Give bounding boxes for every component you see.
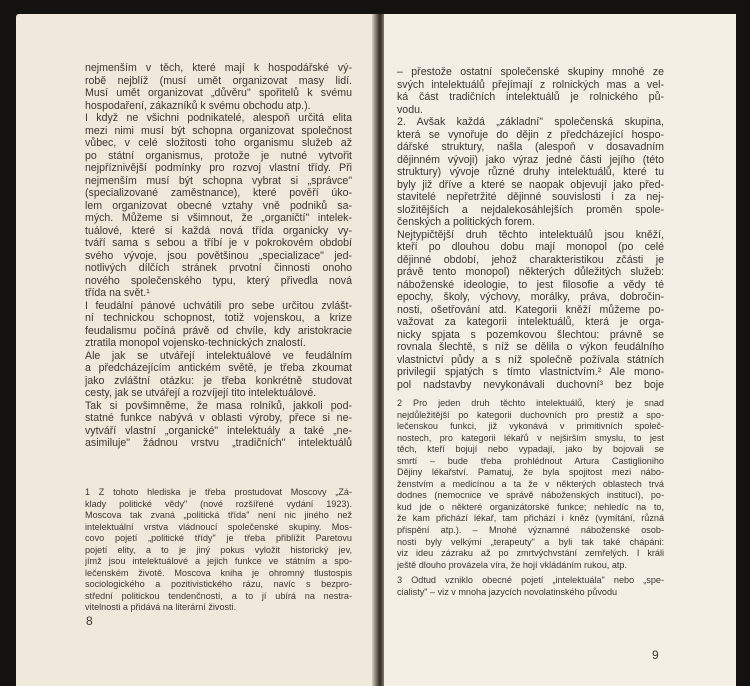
text-line: nového společenského typu, který přivedla nová <box>85 274 352 287</box>
text-line: Tak si povšimněme, že masa rolníků, jakkoli pod- <box>85 399 352 412</box>
text-line: klady politické vědy" (nové rozšířené vydání 1923). <box>85 498 352 509</box>
text-line: cialisty" – viz v mnoha jazycích novolatinského původu <box>397 586 618 597</box>
text-line: feudalismu počíná právě od chvíle, kdy aristokracie <box>85 324 352 337</box>
text-line: privilegií spjatých s tímto vlastnictvím.² Ale mono- <box>397 366 664 378</box>
text-line: cesty, jak se utvářejí a rozvíjejí tito intelektuálové. <box>85 387 317 399</box>
text-line: nicky spjata s pozemkovou šlechtou: právně se <box>397 328 664 341</box>
text-line: čenských a politických forem. <box>397 216 535 228</box>
text-line: stavitelé nepřetržité dějinné souvislosti i za nej- <box>397 191 664 203</box>
right-page <box>384 14 736 686</box>
text-line: dějinném vývoji) jako výraz jedné části jejího (této <box>397 153 664 166</box>
text-line: tváří sama s sebou a tříbí je v pokrokovém období <box>85 237 352 249</box>
text-line: lečenském životě. Moscova kniha je ohromný tlustospis <box>85 567 352 578</box>
text-line: (specializované zaměstnance), které pověří úko- <box>85 187 352 199</box>
text-line: kud jde o některé organizátorské funkce; nehledíc na to, <box>397 501 664 512</box>
text-line: lem organizovat obecné vztahy vně podniků sa- <box>85 199 352 212</box>
text-line: notlivých dílčích stránek prvotní činnosti onoho <box>85 262 352 274</box>
text-line: intelektuální vrstva vládnoucí společenské skupiny. Mos- <box>85 521 352 532</box>
text-line: 3 Odtud vzniklo obecné pojetí „intelektuála" nebo „spe- <box>397 575 664 586</box>
text-line: jímž jsou intelektuálové a jejich funkce ve státním a spo- <box>85 556 352 567</box>
text-line: mých. Můžeme si všimnout, že „organičtí" intelek- <box>85 212 352 224</box>
text-line: nejdůležitější po kategorii duchovních pro prestiž a spo- <box>397 409 664 420</box>
text-line: viz ideu zázraku až po zmrtvýchvstání zemřelých. I králi <box>397 548 664 559</box>
text-line: Musí umět organizovat „důvěru" spořitelů k svému <box>85 87 352 99</box>
text-line: struktury) vývoje různé druhy intelektuálů, které tu <box>397 166 664 178</box>
text-line: svého vývoje, jsou povětšinou „specializace" jed- <box>85 249 352 262</box>
right-footnotes <box>397 398 664 598</box>
text-line: že kam přichází lékař, tam přichází i kněz (vymítání, různá <box>397 513 664 524</box>
text-line: dějinné období, jehož charakteristikou zčásti je <box>397 253 664 266</box>
text-line: asimiluje" žádnou vrstvu „tradičních" intelektuálů <box>85 437 352 449</box>
text-line: a předcházejícím antickém světě, je třeba zkoumat <box>85 362 352 374</box>
text-line: po státní organismus, protože je nutné vytvořit <box>85 149 352 162</box>
text-line: rovnala šlechtě, s níž se dělila o výkon feudálního <box>397 341 664 353</box>
text-line: epochy, školy, výchovy, morálky, práva, dobročin- <box>397 291 664 303</box>
text-line: I feudální pánové uchvátili pro sebe určitou zvlášt- <box>85 299 352 312</box>
text-line: ještě dlouho provázela víra, že hojí vkládáním rukou, atp. <box>397 559 627 570</box>
text-line: byly již dříve a které se naopak objevují jako před- <box>397 178 664 191</box>
left-main-text <box>85 62 352 450</box>
text-line: ká část tradičních intelektuálů je rolnického pů- <box>397 91 664 103</box>
text-line: dářské struktury, našla (alespoň v dosavadním <box>397 141 664 153</box>
right-main-text <box>397 66 664 391</box>
text-line: ženstvím a medicínou a ta že v některých oblastech trvá <box>397 478 664 489</box>
text-line: statné funkce nabývá v oblasti výroby, přece si ne- <box>85 412 352 424</box>
text-line: ní technickou schopnost, totiž vojenskou, a krize <box>85 312 352 324</box>
text-line: tuálové, které si každá nová třída organicky vy- <box>85 224 352 237</box>
text-line: Nejtypičtější druh těchto intelektuálů jsou kněží, <box>397 228 664 241</box>
left-page <box>16 14 378 686</box>
text-line: svých intelektuálů přejímají z rolnických mas a vel- <box>397 78 664 91</box>
text-line: 1 Z tohoto hlediska je třeba prostudovat Moscovy „Zá- <box>85 487 352 497</box>
text-line: střední politickou tendenčností, a to jí ubírá na nestra- <box>85 590 352 601</box>
text-line: Dějiny lékařství. Pamatuj, že byla spojitost mezi nábo- <box>397 467 664 478</box>
text-line: vodu. <box>397 103 423 116</box>
text-line: třída na svět.¹ <box>85 287 150 299</box>
text-line: vůbec, v celé složitosti toho organismu služeb až <box>85 137 352 149</box>
text-line: – přestože ostatní společenské skupiny mnohé ze <box>397 66 664 78</box>
text-line: nosti, ošetřování atd. Kategorii kněží můžeme po- <box>397 303 664 316</box>
page-number-left: 8 <box>86 614 93 628</box>
text-line: covo pojetí „politické třídy" je třeba přiblížit Paretovu <box>85 533 352 544</box>
text-line: robě nejblíž (musí umět organizovat masy lidí. <box>85 74 352 87</box>
text-line: pol nadstavby nevykonávali duchovní³ bez boje <box>397 378 664 391</box>
text-line: nejpříznivější podmínky pro rozvoj vlastní třídy. Při <box>85 162 352 174</box>
text-line: nosti byly velkými „terapeuty" a byli tak také chápáni: <box>397 536 664 547</box>
text-line: těch, kteří bojují nebo vypadají, jako by bojovali se <box>397 444 664 455</box>
text-line: sociologického a pozitivistického rázu, navíc s bezpro- <box>85 579 352 590</box>
text-line: vlastnictví půdy a s níž společně požívala státních <box>397 353 664 366</box>
text-line: pojetí elity, a to je jiný pokus vyložit historický jev, <box>85 544 352 555</box>
text-line: složitějších a nejdalekosáhlejších proměn spole- <box>397 203 664 216</box>
text-line: dodnes (nemocnice ve správě náboženských institucí), po- <box>397 490 664 501</box>
text-line: I když ne všichni podnikatelé, alespoň určitá elita <box>85 112 352 124</box>
text-line: nejmenším v těch, které mají k hospodářské vý- <box>85 62 352 74</box>
text-line: jako zvláštní otázku: je třeba konkrétně studovat <box>85 374 352 387</box>
text-line: vitelnosti a přidává na literární živosti. <box>85 602 237 613</box>
text-line: smrtí – bude třeba prohlédnout Artura Castiglioniho <box>397 455 664 466</box>
text-line: Moscova tak zvaná „politická třída" není nic jiného než <box>85 510 352 521</box>
text-line: lečenskou funkci, již vykonává v primitivních společ- <box>397 421 664 432</box>
text-line: vytváří vlastní „organické" intelektuály a také „ne- <box>85 424 352 437</box>
text-line: mezi nimi musí být schopna organizovat společnost <box>85 124 352 137</box>
text-line: kteří po dlouhou dobu mají monopol (po celé <box>397 241 664 253</box>
text-line: ztratila monopol vojensko-technických znalostí. <box>85 337 306 349</box>
text-line: hospodaření, zákazníků k svému obchodu atp.). <box>85 99 311 112</box>
text-line: nejmenším musí být schopna vybrat si „správce" <box>85 174 352 187</box>
page-number-right: 9 <box>652 648 659 662</box>
text-line: Ale jak se utvářejí intelektuálové ve feudálním <box>85 349 352 362</box>
text-line: přispění atp.). – Mnohé významné náboženské osob- <box>397 525 664 536</box>
text-line: nostech, pro kategorii lékařů v nejširším smyslu, to jest <box>397 432 664 443</box>
text-line: právě tento monopol) některých důležitých služeb: <box>397 266 664 278</box>
left-footnotes <box>85 487 352 614</box>
text-line: náboženské ideologie, to jest filosofie a vědy té <box>397 278 664 291</box>
text-line: 2 Pro jeden druh těchto intelektuálů, který je snad <box>397 398 664 408</box>
text-line: važovat za kategorii intelektuálů, která je orga- <box>397 316 664 328</box>
text-line: 2. Avšak každá „základní" společenská skupina, <box>397 116 664 128</box>
text-line: která se vynořuje do dějin z předcházející hospo- <box>397 128 664 141</box>
